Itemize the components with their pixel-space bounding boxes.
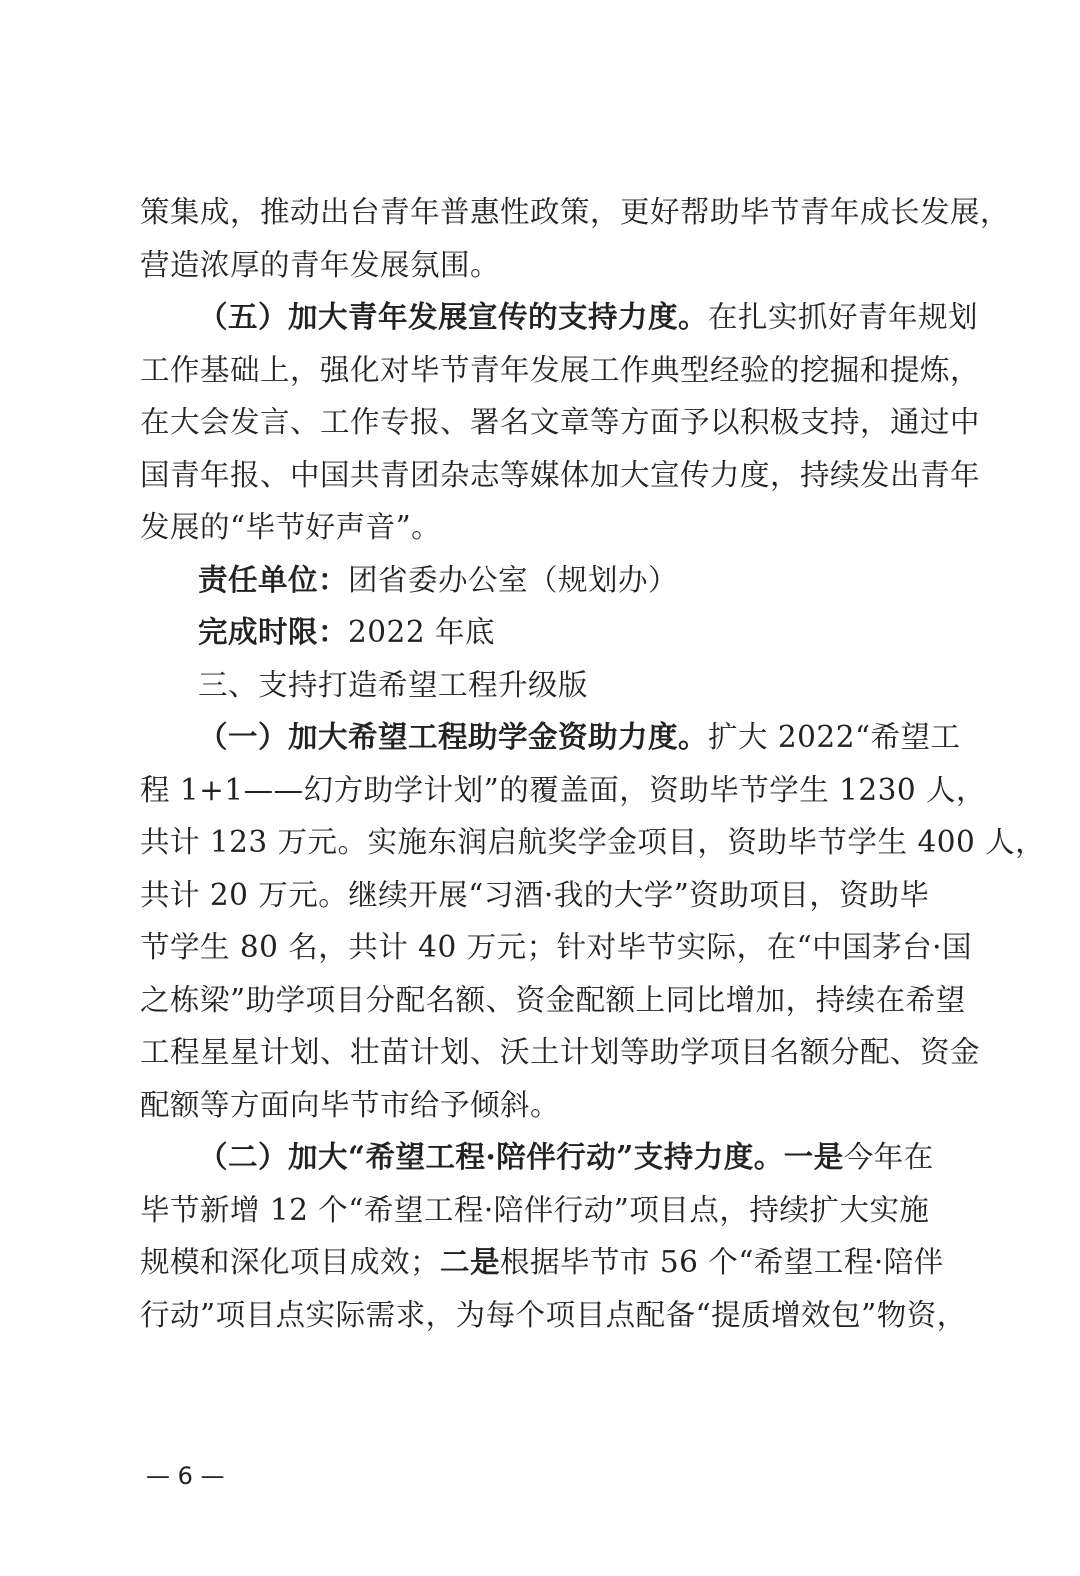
text: 规模和深化项目成效； [140, 1245, 441, 1279]
paragraph-line [140, 816, 1046, 869]
paragraph-line [140, 921, 973, 974]
text: 根据毕节市 56 个“希望工程·陪伴 [500, 1245, 944, 1279]
paragraph-line [140, 1184, 960, 1237]
text: 在扎实抓好青年规划 [708, 300, 979, 334]
text: 共计 20 万元。继续开展“习酒·我的大学”资助项目，资助毕 [140, 877, 930, 912]
text: 节学生 80 名，共计 40 万元；针对毕节实际，在“中国茅台·国 [140, 930, 973, 964]
page-number: — 6 — [146, 1462, 225, 1490]
responsible-unit-value: 团省委办公室（规划办） [348, 562, 679, 597]
text: 工程星星计划、壮苗计划、沃土计划等助学项目名额分配、资金 [140, 1035, 981, 1069]
paragraph-line [140, 1079, 960, 1132]
text: 策集成，推动出台青年普惠性政策，更好帮助毕节青年成长发展， [140, 195, 1011, 229]
text: 毕节新增 12 个“希望工程·陪伴行动”项目点，持续扩大实施 [140, 1192, 930, 1227]
document-body [140, 186, 1046, 1341]
chapter-heading-line [140, 659, 960, 712]
responsible-unit-label: 责任单位： [198, 561, 349, 597]
paragraph-line [140, 344, 981, 397]
emphasis: 二是 [440, 1244, 501, 1279]
paragraph-line [140, 1026, 981, 1079]
text: 程 1+1——幻方助学计划”的覆盖面，资助毕节学生 1230 人， [140, 772, 987, 807]
paragraph-line [140, 764, 987, 817]
text: 扩大 2022“希望工 [708, 720, 961, 754]
section-heading: （五）加大青年发展宣传的支持力度。 [198, 299, 709, 334]
text: 之栋梁”助学项目分配名额、资金配额上同比增加，持续在希望 [140, 982, 966, 1017]
text: 营造浓厚的青年发展氛围。 [140, 247, 501, 282]
deadline-line [140, 606, 960, 659]
deadline-label: 完成时限： [198, 614, 349, 649]
text: 共计 123 万元。实施东润启航奖学金项目，资助毕节学生 400 人， [140, 825, 1046, 859]
section-heading-line [140, 711, 960, 764]
responsible-unit-line [140, 554, 960, 607]
text: 配额等方面向毕节市给予倾斜。 [140, 1087, 561, 1122]
paragraph-line [140, 449, 981, 502]
paragraph-line [140, 869, 960, 922]
paragraph-line [140, 396, 981, 449]
text: 发展的“毕节好声音”。 [140, 510, 442, 544]
text: 国青年报、中国共青团杂志等媒体加大宣传力度，持续发出青年 [140, 457, 981, 492]
paragraph-line [140, 1289, 967, 1342]
section-heading-line [140, 1131, 960, 1184]
text: 行动”项目点实际需求，为每个项目点配备“提质增效包”物资， [140, 1297, 967, 1332]
section-heading-line [140, 291, 979, 344]
text: 在大会发言、工作专报、署名文章等方面予以积极支持，通过中 [140, 405, 981, 439]
paragraph-line [140, 239, 960, 292]
paragraph-line [140, 186, 1011, 239]
section-heading: （一）加大希望工程助学金资助力度。 [198, 719, 709, 754]
paragraph-line [140, 501, 960, 554]
section-heading: （二）加大“希望工程·陪伴行动”支持力度。一是 [198, 1139, 844, 1174]
text: 今年在 [843, 1140, 934, 1174]
paragraph-line [140, 1236, 960, 1289]
deadline-value: 2022 年底 [348, 615, 495, 649]
chapter-heading: 三、支持打造希望工程升级版 [198, 667, 589, 702]
text: 工作基础上，强化对毕节青年发展工作典型经验的挖掘和提炼， [140, 352, 981, 387]
paragraph-line [140, 974, 966, 1027]
